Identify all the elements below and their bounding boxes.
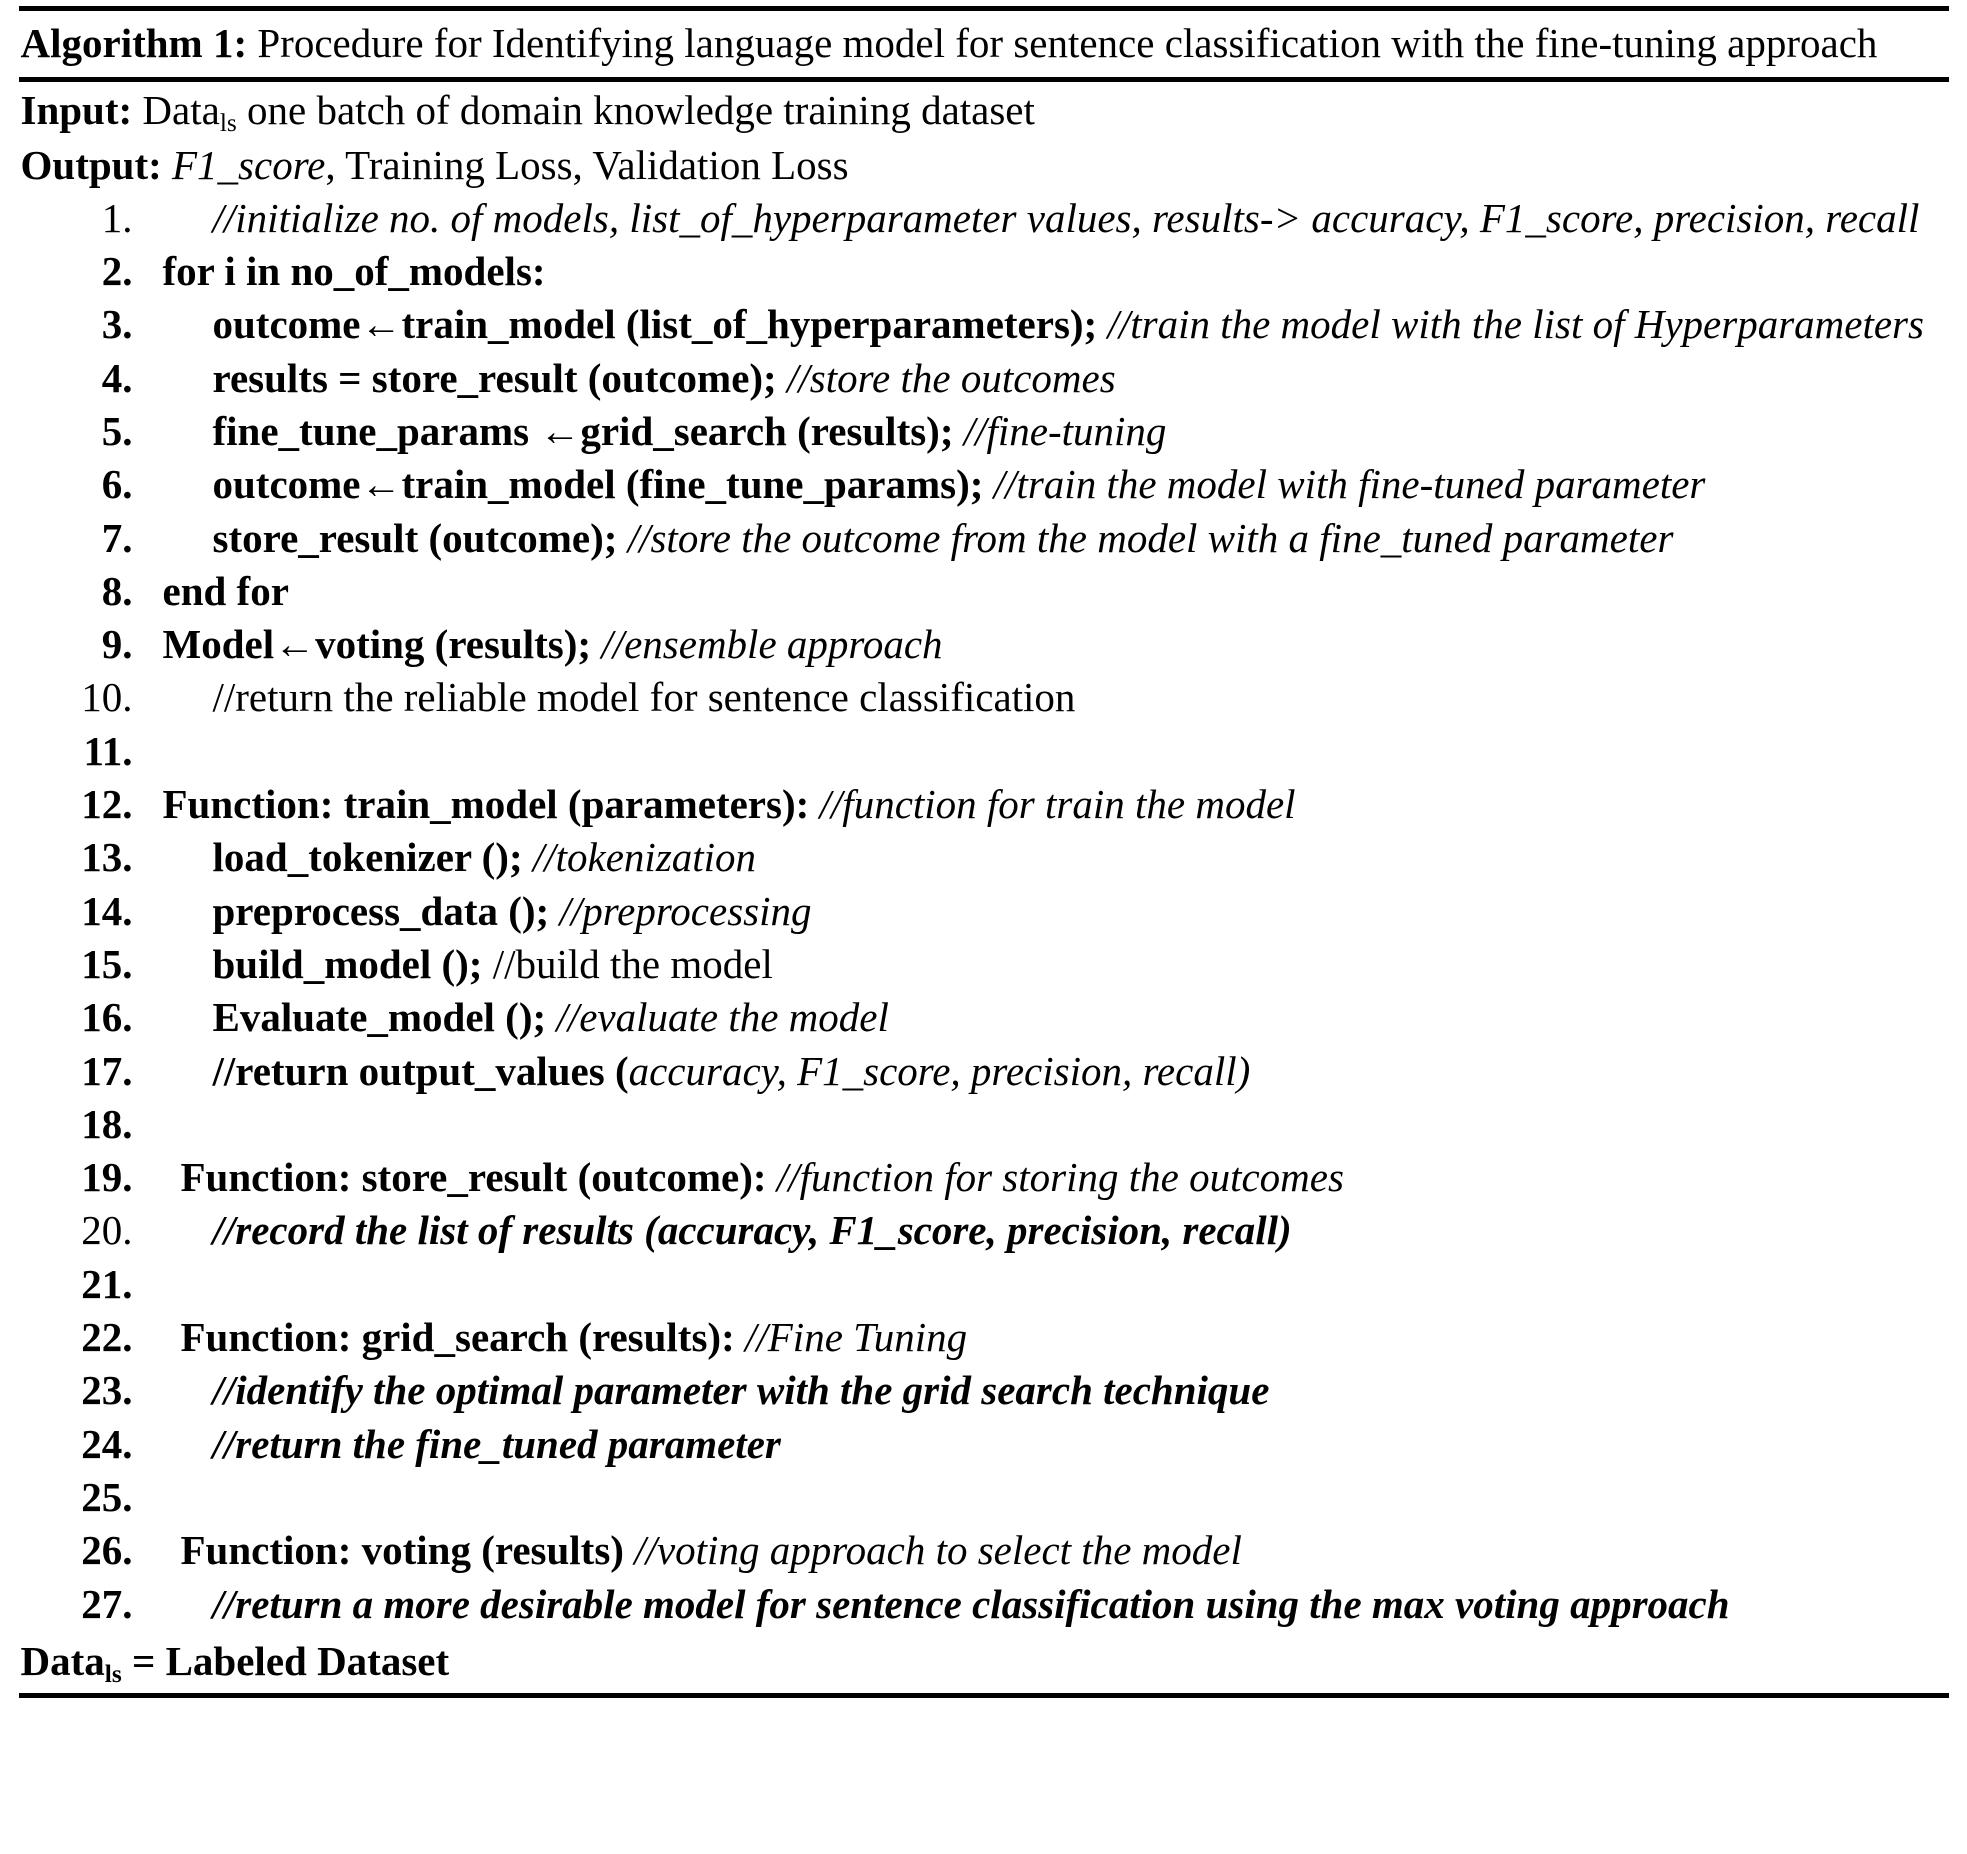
step-number: 21.: [81, 1260, 133, 1307]
algorithm-title: Procedure for Identifying language model for sentence classification with the fine-tuning approach: [247, 20, 1878, 66]
step-content: [133, 458, 1947, 511]
step-fragment: end for: [162, 567, 289, 614]
step-content-blank: [133, 1471, 1947, 1524]
input-variable-base: Data: [142, 87, 220, 134]
legend-text: = Labeled Dataset: [121, 1637, 450, 1684]
step-fragment: //record the list of results (accuracy, F1_score, precision, recall): [212, 1207, 1292, 1254]
step-number: 16.: [81, 994, 133, 1041]
output-description: , Training Loss, Validation Loss: [325, 142, 849, 189]
step-content: [133, 245, 1947, 298]
step-content: [133, 938, 1947, 991]
input-description: one batch of domain knowledge training dataset: [236, 87, 1035, 134]
step-fragment: //return the fine_tuned parameter: [212, 1420, 781, 1467]
step-fragment: Function: train_model (parameters):: [162, 781, 820, 828]
step-content: [133, 192, 1947, 245]
step-content: [133, 512, 1947, 565]
step-number: 20.: [81, 1207, 133, 1254]
step-content: [133, 618, 1947, 671]
step-fragment: store_result (outcome);: [212, 514, 628, 561]
step-number: 26.: [81, 1527, 133, 1574]
step-fragment: preprocess_data ();: [212, 887, 560, 934]
bottom-rule: [19, 1693, 1949, 1698]
output-line: [19, 137, 1949, 192]
step-number: 23.: [81, 1367, 133, 1414]
step-fragment: build_model ();: [212, 940, 493, 987]
step-content: [133, 405, 1947, 458]
step-number: 11.: [83, 727, 133, 774]
algorithm-step: [21, 352, 1947, 405]
step-fragment: //return the reliable model for sentence classification: [212, 674, 1076, 721]
step-number: 25.: [81, 1473, 133, 1520]
step-number: 5.: [101, 407, 133, 454]
step-number: 10.: [81, 674, 133, 721]
step-number: 3.: [101, 301, 133, 348]
step-fragment: //voting approach to select the model: [634, 1527, 1242, 1574]
algorithm-header: [19, 11, 1949, 77]
algorithm-step: [21, 512, 1947, 565]
algorithm-step: [21, 1204, 1947, 1257]
step-fragment: : voting (results): [337, 1527, 635, 1574]
step-fragment: //return output_values (: [212, 1047, 629, 1094]
step-content: [133, 1418, 1947, 1471]
step-fragment: //function for storing the outcomes: [776, 1154, 1344, 1201]
step-fragment: outcome←train_model (fine_tune_params);: [212, 461, 994, 508]
step-number: 8.: [101, 567, 133, 614]
step-number: 13.: [81, 834, 133, 881]
step-content: [133, 1524, 1947, 1577]
step-number: 2.: [101, 248, 133, 295]
step-fragment: //build the model: [492, 940, 773, 987]
algorithm-step: [21, 991, 1947, 1044]
step-number: 22.: [81, 1314, 133, 1361]
step-content: [133, 991, 1947, 1044]
step-fragment: //preprocessing: [559, 887, 812, 934]
step-content-blank: [133, 1258, 1947, 1311]
input-label: Input:: [20, 87, 133, 134]
step-number: 7.: [101, 514, 133, 561]
algorithm-step: [21, 1364, 1947, 1417]
step-number: 14.: [81, 887, 133, 934]
step-number: 12.: [81, 781, 133, 828]
algorithm-step: [21, 1471, 1947, 1524]
algorithm-step: [21, 1045, 1947, 1098]
step-fragment: fine_tune_params ←grid_search (results);: [212, 407, 964, 454]
step-content: [133, 1204, 1947, 1257]
output-label: Output:: [20, 142, 162, 189]
step-fragment: //train the model with fine-tuned parameter: [993, 461, 1706, 508]
step-number: 17.: [81, 1047, 133, 1094]
algorithm-step: [21, 1418, 1947, 1471]
algorithm-step: [21, 831, 1947, 884]
input-line: [19, 82, 1949, 137]
step-number: 1.: [101, 194, 133, 241]
legend-variable-subscript: ls: [104, 1659, 122, 1688]
step-content: [133, 831, 1947, 884]
step-number: 6.: [101, 461, 133, 508]
algorithm-step: [21, 1151, 1947, 1204]
algorithm-step: [21, 778, 1947, 831]
algorithm-step: [21, 458, 1947, 511]
algorithm-step: [21, 192, 1947, 245]
step-content-blank: [133, 1098, 1947, 1151]
algorithm-step: [21, 1311, 1947, 1364]
legend-variable: [20, 1637, 122, 1688]
step-content: [133, 352, 1947, 405]
output-metric: F1_score: [172, 142, 326, 189]
algorithm-step: [21, 1578, 1947, 1631]
step-fragment: //evaluate the model: [556, 994, 889, 1041]
step-number: 15.: [81, 940, 133, 987]
step-number: 19.: [81, 1154, 133, 1201]
step-content: [133, 778, 1947, 831]
step-number: 18.: [81, 1100, 133, 1147]
step-number: 9.: [101, 621, 133, 668]
step-content: [133, 1151, 1947, 1204]
algorithm-step: [21, 1098, 1947, 1151]
step-content: [133, 1364, 1947, 1417]
step-fragment: //train the model with the list of Hyperparameters: [1107, 301, 1924, 348]
step-fragment: Model←voting (results);: [162, 621, 602, 668]
step-content: [133, 885, 1947, 938]
step-fragment: outcome←train_model (list_of_hyperparameters);: [212, 301, 1108, 348]
step-number: 4.: [101, 354, 133, 401]
step-fragment: //store the outcome from the model with a fine_tuned parameter: [627, 514, 1674, 561]
algorithm-label: Algorithm 1:: [20, 20, 248, 66]
step-content: [133, 1311, 1947, 1364]
algorithm-block: [19, 0, 1949, 1698]
step-fragment: for i in no_of_models:: [162, 248, 546, 295]
step-fragment: //tokenization: [532, 834, 757, 881]
step-fragment: Function: grid_search (results):: [180, 1314, 745, 1361]
step-fragment: //function for train the model: [819, 781, 1296, 828]
step-fragment: //identify the optimal parameter with the grid search technique: [212, 1367, 1270, 1414]
algorithm-step: [21, 1258, 1947, 1311]
step-fragment: //initialize no. of models, list_of_hyperparameter values, results-> accuracy, F1_score, precision, recall: [212, 194, 1920, 241]
step-fragment: Evaluate_model ();: [212, 994, 557, 1041]
step-number: 27.: [81, 1580, 133, 1627]
step-content: [133, 298, 1947, 351]
algorithm-step: [21, 885, 1947, 938]
step-content: [133, 565, 1947, 618]
step-content: [133, 1045, 1947, 1098]
step-fragment: results = store_result (outcome);: [212, 354, 787, 401]
step-content: [133, 1578, 1947, 1631]
step-fragment: Function: store_result (outcome):: [180, 1154, 777, 1201]
algorithm-step: [21, 618, 1947, 671]
step-fragment: //fine-tuning: [963, 407, 1167, 454]
algorithm-step: [21, 298, 1947, 351]
algorithm-step: [21, 405, 1947, 458]
algorithm-step: [21, 938, 1947, 991]
step-fragment: //Fine Tuning: [744, 1314, 968, 1361]
step-fragment: load_tokenizer ();: [212, 834, 533, 881]
step-fragment: //ensemble approach: [601, 621, 943, 668]
input-variable: [142, 87, 237, 138]
step-fragment: //store the outcomes: [786, 354, 1116, 401]
step-content: [133, 671, 1947, 724]
step-fragment: //return a more desirable model for sentence classification using the max voting approach: [212, 1580, 1730, 1627]
algorithm-step: [21, 565, 1947, 618]
algorithm-step: [21, 1524, 1947, 1577]
step-fragment: Function: [180, 1527, 338, 1574]
algorithm-steps: [19, 192, 1949, 1633]
algorithm-step: [21, 725, 1947, 778]
step-number: 24.: [81, 1420, 133, 1467]
algorithm-step: [21, 671, 1947, 724]
step-fragment: accuracy, F1_score, precision, recall): [628, 1047, 1251, 1094]
legend-variable-base: Data: [20, 1637, 105, 1684]
legend-footer: [19, 1633, 1949, 1693]
input-variable-subscript: ls: [219, 109, 237, 138]
algorithm-step: [21, 245, 1947, 298]
step-content-blank: [133, 725, 1947, 778]
